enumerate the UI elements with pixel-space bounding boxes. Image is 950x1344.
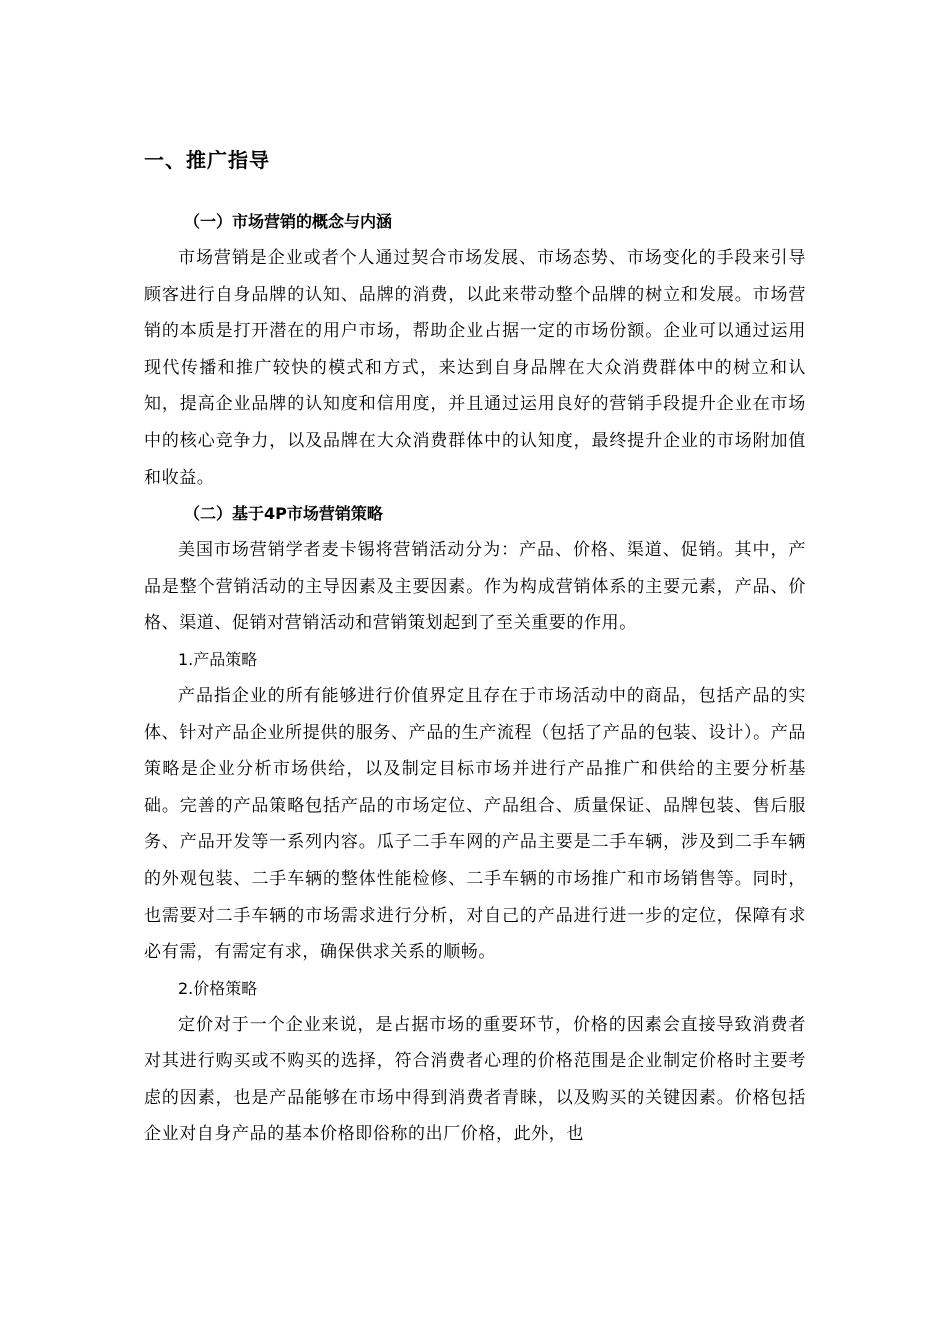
subsection-title-product: 1.产品策略 (178, 649, 258, 669)
paragraph-price: 定价对于一个企业来说，是占据市场的重要环节，价格的因素会直接导致消费者对其进行购买或不购买的选择，符合消费者心理的价格范围是企业制定价格时主要考虑的因素，也是产品能够在市场中得到消费者青睐，以及购买的关键因素。价格包括企业对自身产品的基本价格即俗称的出厂价格，此外，也 (144, 1014, 806, 1145)
subsection-title-price: 2.价格策略 (178, 978, 258, 998)
section-title-4p: （二）基于4P市场营销策略 (184, 504, 383, 524)
paragraph-product: 产品指企业的所有能够进行价值界定且存在于市场活动中的商品，包括产品的实体、针对产品企业所提供的服务、产品的生产流程（包括了产品的包装、设计）。产品策略是企业分析市场供给，以及制定目标市场并进行产品推广和供给的主要分析基础。完善的产品策略包括产品的市场定位、产品组合、质量保证、品牌包装、售后服务、产品开发等一系列内容。瓜子二手车网的产品主要是二手车辆，涉及到二手车辆的外观包装、二手车辆的整体性能检修、二手车辆的市场推广和市场销售等。同时，也需要对二手车辆的市场需求进行分析，对自己的产品进行进一步的定位，保障有求必有需，有需定有求，确保供求关系的顺畅。 (144, 685, 806, 963)
paragraph-4p: 美国市场营销学者麦卡锡将营销活动分为：产品、价格、渠道、促销。其中，产品是整个营销活动的主导因素及主要因素。作为构成营销体系的主要元素，产品、价格、渠道、促销对营销活动和营销策划起到了至关重要的作用。 (144, 540, 806, 634)
section-title-concept: （一）市场营销的概念与内涵 (184, 212, 393, 231)
chapter-heading: 一、推广指导 (144, 148, 270, 172)
document-body (144, 140, 806, 1153)
paragraph-concept: 市场营销是企业或者个人通过契合市场发展、市场态势、市场变化的手段来引导顾客进行自身品牌的认知、品牌的消费，以此来带动整个品牌的树立和发展。市场营销的本质是打开潜在的用户市场，帮助企业占据一定的市场份额。企业可以通过运用现代传播和推广较快的模式和方式，来达到自身品牌在大众消费群体中的树立和认知，提高企业品牌的认知度和信用度，并且通过运用良好的营销手段提升企业在市场中的核心竞争力，以及品牌在大众消费群体中的认知度，最终提升企业的市场附加值和收益。 (144, 248, 806, 488)
